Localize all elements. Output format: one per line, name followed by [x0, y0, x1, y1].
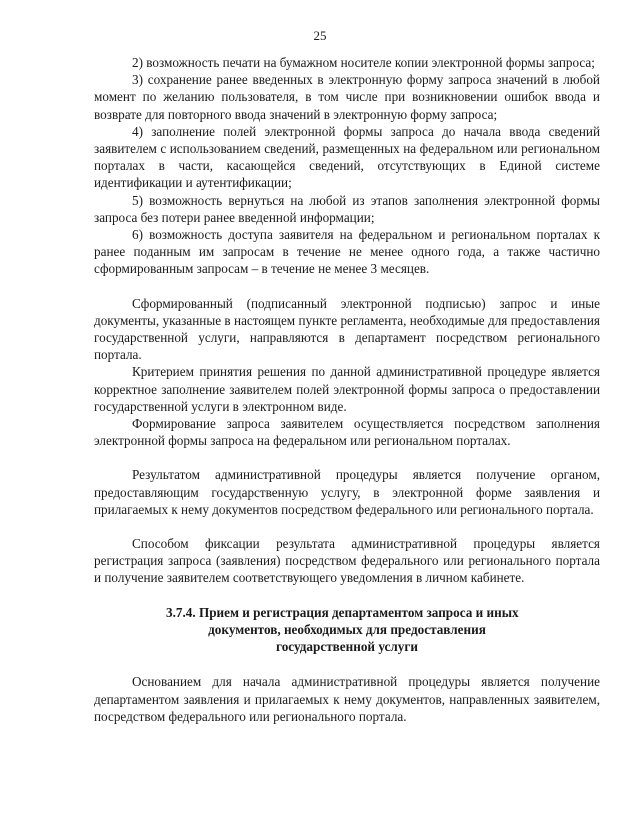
paragraph-fixation: Способом фиксации результата административной процедуры является регистрация запроса (заявления) посредством федерального или регионального портала и получение заявителем соответствующего уведомления в личном кабинете. [94, 536, 600, 586]
page-number: 25 [313, 28, 327, 43]
paragraph-formed-request: Сформированный (подписанный электронной подписью) запрос и иные документы, указанные в настоящем пункте регламента, необходимые для предоставления государственной услуги, направляются в департамент посредством регионального портала. [94, 295, 600, 363]
paragraph-criterion: Критерием принятия решения по данной административной процедуре является корректное заполнение заявителем полей электронной формы запроса о предоставлении государственной услуги в электронном виде. [94, 364, 600, 414]
paragraph-basis: Основанием для начала административной процедуры является получение департаментом заявления и прилагаемых к нему документов, направленных заявителем, посредством федерального или регионального портала. [94, 674, 600, 724]
section-heading [94, 604, 600, 656]
list-item-6: 6) возможность доступа заявителя на федеральном и региональном порталах к ранее поданным им запросам в течение не менее одного года, а также частично сформированным запросам – в течение не менее 3 месяцев. [94, 227, 600, 277]
section-heading-line1: 3.7.4. Прием и регистрация департаментом запроса и иных [166, 604, 519, 620]
document-body [94, 54, 600, 725]
list-item-4: 4) заполнение полей электронной формы запроса до начала ввода сведений заявителем с использованием сведений, размещенных на федеральном или региональном порталах в части, касающейся сведений, отсутствующих в Единой системе идентификации и аутентификации; [94, 123, 600, 191]
paragraph-formation: Формирование запроса заявителем осуществляется посредством заполнения электронной формы запроса на федеральном или региональном порталах. [94, 416, 600, 449]
paragraph-result: Результатом административной процедуры является получение органом, предоставляющим государственную услугу, в электронной форме заявления и прилагаемых к нему документов посредством федерального или регионального портала. [94, 467, 600, 517]
list-item-2: 2) возможность печати на бумажном носителе копии электронной формы запроса; [132, 55, 595, 70]
section-heading-line2: документов, необходимых для предоставления [208, 621, 486, 637]
list-item-5: 5) возможность вернуться на любой из этапов заполнения электронной формы запроса без потери ранее введенной информации; [94, 192, 600, 225]
section-heading-line3: государственной услуги [276, 639, 418, 655]
list-item-3: 3) сохранение ранее введенных в электронную форму запроса значений в любой момент по желанию пользователя, в том числе при возникновении ошибок ввода и возврате для повторного ввода значений в электронную форму запроса; [94, 72, 600, 122]
